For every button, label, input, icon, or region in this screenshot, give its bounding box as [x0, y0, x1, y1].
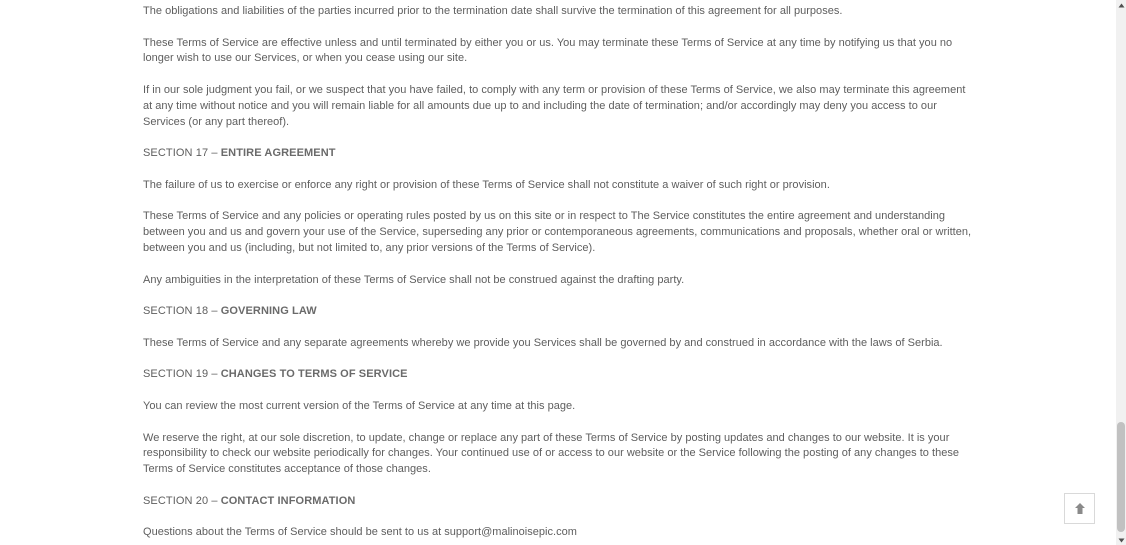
scrollbar-thumb[interactable]	[1117, 422, 1125, 532]
paragraph-waiver: The failure of us to exercise or enforce any right or provision of these Terms of Service shall not constitute a waiver of such right or provision.	[143, 178, 830, 191]
terms-content	[143, 4, 975, 545]
section-number: SECTION 19 –	[143, 368, 221, 381]
section-number: SECTION 17 –	[143, 147, 221, 160]
scroll-up-arrow-icon	[1118, 3, 1125, 8]
scroll-up-button[interactable]	[1116, 0, 1126, 10]
paragraph-ambiguities: Any ambiguities in the interpretation of these Terms of Service shall not be construed against the drafting party.	[143, 273, 685, 286]
section-20-heading	[143, 494, 975, 510]
section-18-heading	[143, 304, 975, 320]
paragraph-termination-judgment: If in our sole judgment you fail, or we suspect that you have failed, to comply with any term or provision of these Terms of Service, we also may terminate this agreement at any time without notice and you will remain liable for all amounts due up to and including the date of termination; and/or accordingly may deny you access to our Services (or any part thereof).	[143, 83, 966, 128]
section-title: CHANGES TO TERMS OF SERVICE	[220, 368, 408, 381]
back-to-top-button[interactable]	[1064, 493, 1095, 524]
paragraph-termination-effective: These Terms of Service are effective unless and until terminated by either you or us. You may terminate these Terms of Service at any time by notifying us that you no longer wish to use our Services, or when you cease using our site.	[143, 36, 953, 65]
paragraph-entire-agreement: These Terms of Service and any policies or operating rules posted by us on this site or in respect to The Service constitutes the entire agreement and understanding between you and us and govern your use of the Service, superseding any prior or contemporaneous agreements, communications and proposals, whether oral or written, between you and us (including, but not limited to, any prior versions of the Terms of Service).	[143, 210, 972, 254]
section-number: SECTION 18 –	[143, 305, 221, 318]
paragraph-reserve-right: We reserve the right, at our sole discretion, to update, change or replace any part of these Terms of Service by posting updates and changes to our website. It is your responsibility to check our website periodically for changes. Your continued use of or access to our website or the Service following the posting of any changes to these Terms of Service constitutes acceptance of those changes.	[143, 431, 960, 476]
page-scrollbar[interactable]	[1116, 0, 1126, 545]
section-17-heading	[143, 146, 975, 162]
section-19-heading	[143, 367, 975, 383]
arrow-up-icon	[1074, 502, 1086, 515]
section-title: GOVERNING LAW	[220, 305, 317, 318]
paragraph-contact: Questions about the Terms of Service should be sent to us at support@malinoisepic.com	[143, 526, 577, 539]
paragraph-governing-law: These Terms of Service and any separate agreements whereby we provide you Services shall be governed by and construed in accordance with the laws of Serbia.	[143, 336, 943, 349]
section-number: SECTION 20 –	[143, 494, 221, 507]
section-title: CONTACT INFORMATION	[220, 494, 356, 507]
scroll-down-button[interactable]	[1116, 535, 1126, 545]
paragraph-obligations-survive: The obligations and liabilities of the parties incurred prior to the termination date shall survive the termination of this agreement for all purposes.	[143, 5, 843, 17]
scroll-down-arrow-icon	[1118, 538, 1125, 543]
section-title: ENTIRE AGREEMENT	[220, 147, 336, 160]
paragraph-review-terms: You can review the most current version of the Terms of Service at any time at this page.	[143, 399, 576, 412]
